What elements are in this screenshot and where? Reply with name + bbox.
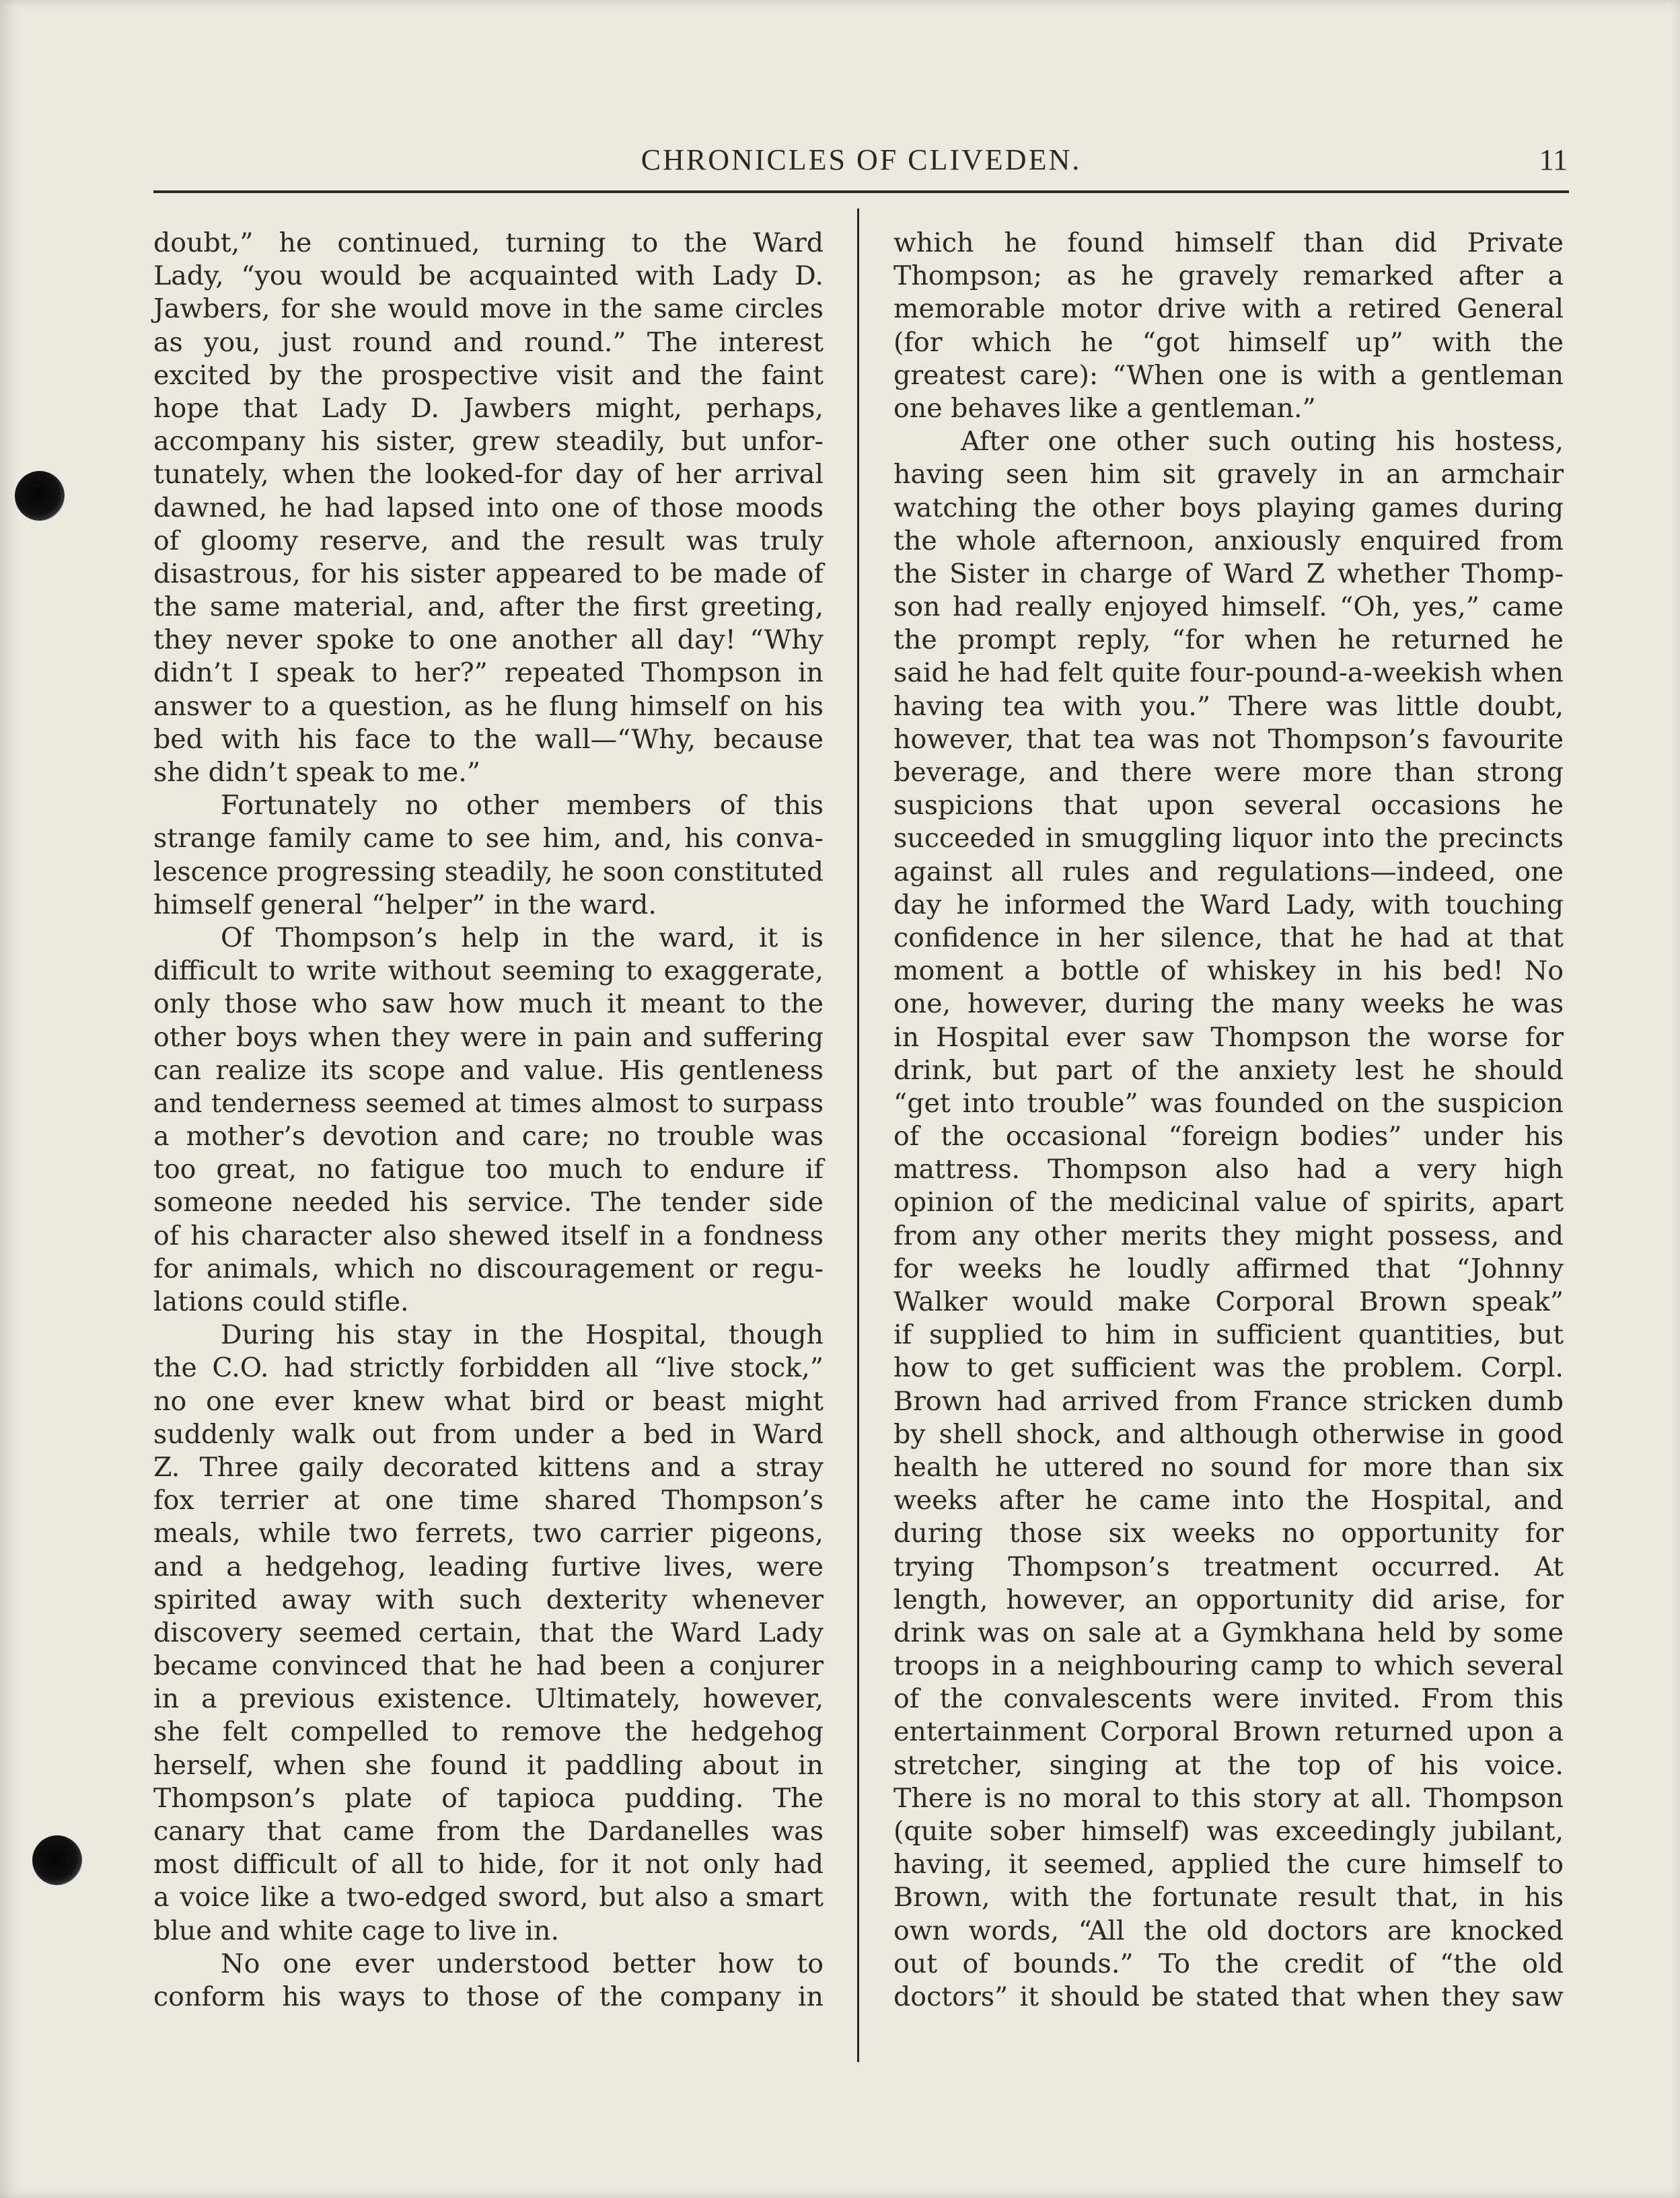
text-line: against all rules and regulations—indeed, one (893, 856, 1564, 887)
text-line: (for which he “got himself up” with the (893, 326, 1564, 358)
text-line: trying Thompson’s treatment occurred. At (893, 1551, 1564, 1582)
column-divider (857, 209, 859, 2062)
text-line: conform his ways to those of the company in (153, 1981, 824, 2012)
page-number: 11 (1539, 143, 1568, 176)
text-line: she felt compelled to remove the hedgehog (153, 1716, 824, 1748)
text-line: difficult to write without seeming to exaggerate, (153, 955, 824, 987)
text-line: dawned, he had lapsed into one of those moods (153, 492, 824, 523)
text-line: day he informed the Ward Lady, with touching (893, 889, 1564, 920)
text-line: one behaves like a gentleman.” (893, 392, 1316, 424)
running-header (155, 143, 1568, 183)
punch-hole (32, 1835, 82, 1885)
text-line: out of bounds.” To the credit of “the old (893, 1948, 1564, 1979)
text-line: Jawbers, for she would move in the same circles (153, 293, 824, 325)
text-line: strange family came to see him, and, his conva- (153, 823, 824, 854)
text-line: said he had felt quite four-pound-a-weekish when (893, 657, 1564, 689)
text-line: for animals, which no discouragement or regu- (153, 1253, 824, 1284)
text-line: no one ever knew what bird or beast might (153, 1385, 824, 1417)
text-line: the same material, and, after the first greeting, (153, 591, 824, 623)
text-line: as you, just round and round.” The interest (153, 326, 824, 358)
text-line: disastrous, for his sister appeared to be made of (153, 558, 824, 589)
text-line: There is no moral to this story at all. Thompson (893, 1782, 1564, 1814)
text-line: the prompt reply, “for when he returned he (893, 624, 1564, 656)
text-line: the C.O. had strictly forbidden all “live stock,” (153, 1352, 824, 1384)
text-line: and a hedgehog, leading furtive lives, were (153, 1551, 824, 1582)
text-line: himself general “helper” in the ward. (153, 889, 657, 920)
text-line: only those who saw how much it meant to the (153, 988, 824, 1020)
text-line: of the convalescents were invited. From this (893, 1683, 1564, 1715)
text-line: drink was on sale at a Gymkhana held by some (893, 1617, 1564, 1648)
text-line: answer to a question, as he flung himself on his (153, 690, 824, 722)
left-column (153, 227, 824, 2014)
text-line: spirited away with such dexterity whenever (153, 1584, 824, 1615)
text-line: son had really enjoyed himself. “Oh, yes,” came (893, 591, 1564, 623)
text-line: opinion of the medicinal value of spirits, apart (893, 1187, 1564, 1218)
text-line: accompany his sister, grew steadily, but unfor- (153, 426, 824, 457)
text-line: and tenderness seemed at times almost to surpass (153, 1088, 824, 1119)
text-line: excited by the prospective visit and the faint (153, 359, 824, 391)
text-line: mattress. Thompson also had a very high (893, 1154, 1564, 1185)
text-line: memorable motor drive with a retired General (893, 293, 1564, 325)
text-line: meals, while two ferrets, two carrier pigeons, (153, 1518, 824, 1549)
text-line: which he found himself than did Private (893, 227, 1564, 258)
text-line: moment a bottle of whiskey in his bed! No (893, 955, 1564, 987)
text-line: Z. Three gaily decorated kittens and a stray (153, 1451, 824, 1483)
text-line: became convinced that he had been a conjurer (153, 1650, 824, 1682)
text-line: suspicions that upon several occasions he (893, 790, 1564, 821)
text-line: (quite sober himself) was exceedingly jubilant, (893, 1816, 1564, 1847)
running-title: CHRONICLES OF CLIVEDEN. (641, 143, 1082, 176)
text-line: “get into trouble” was founded on the suspicion (893, 1087, 1564, 1119)
text-line: own words, “All the old doctors are knocked (893, 1915, 1564, 1946)
text-line: by shell shock, and although otherwise in good (893, 1418, 1564, 1450)
text-line: in a previous existence. Ultimately, however, (153, 1683, 824, 1715)
text-line: tunately, when the looked-for day of her arrival (153, 459, 824, 490)
text-line: one, however, during the many weeks he was (893, 988, 1564, 1020)
text-line: she didn’t speak to me.” (153, 757, 481, 788)
text-line: blue and white cage to live in. (153, 1915, 560, 1946)
text-line: After one other such outing his hostess, (961, 426, 1564, 457)
text-line: Thompson; as he gravely remarked after a (893, 260, 1564, 292)
text-line: discovery seemed certain, that the Ward Lady (153, 1617, 824, 1648)
text-line: Fortunately no other members of this (221, 790, 824, 821)
text-line: of his character also shewed itself in a fondness (153, 1220, 824, 1251)
text-line: watching the other boys playing games during (893, 492, 1564, 523)
text-line: fox terrier at one time shared Thompson’s (153, 1485, 824, 1516)
text-line: can realize its scope and value. His gentleness (153, 1054, 824, 1086)
text-line: having seen him sit gravely in an armchair (893, 459, 1564, 490)
text-line: entertainment Corporal Brown returned upon a (893, 1716, 1564, 1748)
text-line: Thompson’s plate of tapioca pudding. The (153, 1782, 824, 1814)
text-line: confidence in her silence, that he had at that (893, 922, 1564, 953)
text-line: No one ever understood better how to (221, 1948, 824, 1979)
text-line: a voice like a two-edged sword, but also a smart (153, 1882, 824, 1913)
text-line: Walker would make Corporal Brown speak” (893, 1286, 1564, 1317)
text-line: greatest care): “When one is with a gentleman (893, 359, 1564, 391)
text-line: most difficult of all to hide, for it not only had (153, 1849, 824, 1880)
text-line: Of Thompson’s help in the ward, it is (221, 922, 824, 953)
text-line: however, that tea was not Thompson’s favourite (893, 723, 1564, 755)
text-line: beverage, and there were more than strong (893, 757, 1564, 788)
text-line: troops in a neighbouring camp to which several (893, 1650, 1564, 1682)
text-line: other boys when they were in pain and suffering (153, 1021, 824, 1053)
text-line: how to get sufficient was the problem. Corpl. (893, 1352, 1564, 1384)
text-line: doubt,” he continued, turning to the Ward (153, 227, 824, 258)
text-line: if supplied to him in sufficient quantities, but (893, 1319, 1564, 1351)
text-line: didn’t I speak to her?” repeated Thompson in (153, 657, 824, 689)
text-line: weeks after he came into the Hospital, and (893, 1485, 1564, 1516)
text-line: During his stay in the Hospital, though (221, 1319, 824, 1351)
text-line: doctors” it should be stated that when they saw (893, 1981, 1564, 2012)
text-line: someone needed his service. The tender side (153, 1187, 824, 1218)
text-line: too great, no fatigue too much to endure if (153, 1154, 824, 1185)
text-line: drink, but part of the anxiety lest he should (893, 1054, 1564, 1086)
text-line: canary that came from the Dardanelles was (153, 1816, 824, 1847)
text-line: lations could stifle. (153, 1286, 409, 1317)
text-line: Lady, “you would be acquainted with Lady D. (153, 260, 824, 292)
text-line: during those six weeks no opportunity for (893, 1518, 1564, 1549)
punch-hole (15, 471, 65, 521)
text-line: of gloomy reserve, and the result was truly (153, 525, 824, 556)
text-line: the whole afternoon, anxiously enquired from (893, 525, 1564, 556)
text-line: lescence progressing steadily, he soon constituted (153, 856, 824, 887)
text-line: from any other merits they might possess, and (893, 1220, 1564, 1251)
text-line: health he uttered no sound for more than six (893, 1451, 1564, 1483)
text-line: succeeded in smuggling liquor into the precincts (893, 823, 1564, 854)
text-line: hope that Lady D. Jawbers might, perhaps, (153, 392, 824, 424)
text-line: having, it seemed, applied the cure himself to (893, 1849, 1564, 1880)
text-line: of the occasional “foreign bodies” under his (893, 1121, 1564, 1152)
right-column (893, 227, 1564, 2014)
text-line: the Sister in charge of Ward Z whether Thomp- (893, 558, 1564, 589)
text-line: stretcher, singing at the top of his voice. (893, 1749, 1564, 1781)
text-line: Brown had arrived from France stricken dumb (893, 1385, 1564, 1417)
text-line: having tea with you.” There was little doubt, (893, 690, 1564, 722)
header-rule (153, 190, 1569, 193)
text-line: Brown, with the fortunate result that, in his (893, 1882, 1564, 1913)
text-line: in Hospital ever saw Thompson the worse for (893, 1021, 1564, 1053)
text-line: bed with his face to the wall—“Why, because (153, 723, 824, 755)
text-line: for weeks he loudly affirmed that “Johnny (893, 1253, 1564, 1284)
text-line: suddenly walk out from under a bed in Ward (153, 1418, 824, 1450)
text-line: herself, when she found it paddling about in (153, 1749, 824, 1781)
text-line: they never spoke to one another all day! “Why (153, 624, 824, 656)
text-line: a mother’s devotion and care; no trouble was (153, 1121, 824, 1152)
text-line: length, however, an opportunity did arise, for (893, 1584, 1564, 1615)
